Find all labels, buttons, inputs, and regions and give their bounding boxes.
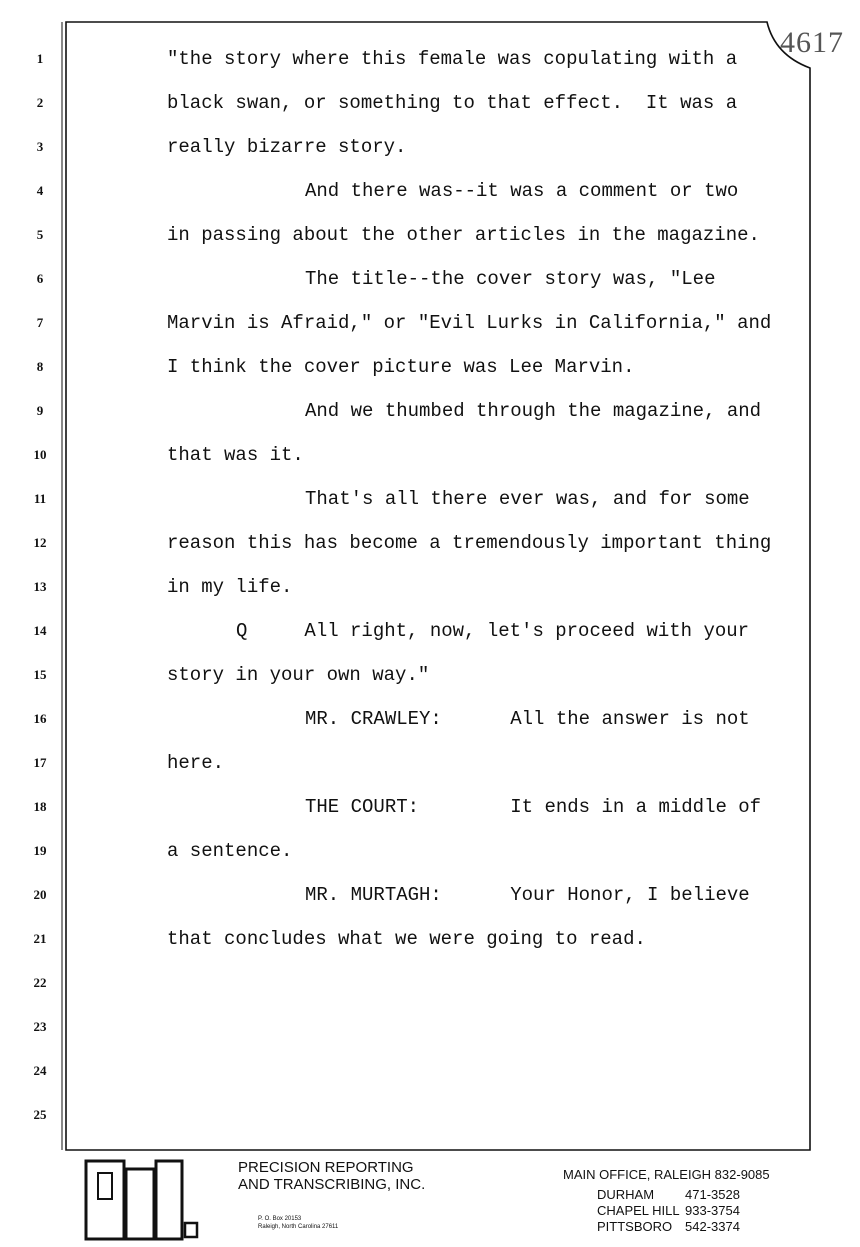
transcript-line: really bizarre story.	[167, 136, 407, 158]
page-number-stamp: 4617	[780, 26, 844, 59]
address-line-2: Raleigh, North Carolina 27611	[258, 1224, 339, 1230]
office-phone: 542-3374	[685, 1219, 740, 1234]
transcript-line: The title--the cover story was, "Lee	[305, 268, 716, 290]
transcript-line: in my life.	[167, 576, 293, 598]
transcript-line: story in your own way."	[167, 664, 430, 686]
line-number: 22	[33, 975, 47, 990]
office-phone: 933-3754	[685, 1203, 740, 1218]
company-line-2: AND TRANSCRIBING, INC.	[238, 1176, 426, 1193]
transcript-line: And there was--it was a comment or two	[305, 180, 739, 202]
transcript-line: a sentence.	[167, 840, 293, 862]
transcript-line: That's all there ever was, and for some	[305, 488, 750, 510]
line-number: 17	[33, 755, 47, 770]
office-phone: 471-3528	[685, 1187, 740, 1202]
line-number: 23	[33, 1019, 47, 1034]
office-city: CHAPEL HILL	[597, 1203, 680, 1218]
transcript-line: reason this has become a tremendously important thing	[167, 532, 772, 554]
transcript-line: here.	[167, 752, 225, 774]
transcript-line: Marvin is Afraid," or "Evil Lurks in California," and	[167, 312, 772, 334]
transcript-line: in passing about the other articles in the magazine.	[167, 224, 760, 246]
footer	[0, 1155, 860, 1247]
transcript-line: that was it.	[167, 444, 304, 466]
line-number: 21	[33, 931, 47, 946]
office-city: DURHAM	[597, 1187, 655, 1202]
line-number: 24	[33, 1063, 47, 1078]
company-logo	[84, 1159, 199, 1243]
transcript-line: MR. MURTAGH: Your Honor, I believe	[305, 884, 750, 906]
line-number: 12	[33, 535, 47, 550]
company-line-1: PRECISION REPORTING	[238, 1159, 414, 1176]
line-number: 13	[33, 579, 47, 594]
transcript-line: that concludes what we were going to read.	[167, 928, 646, 950]
line-number: 14	[33, 623, 47, 638]
line-number: 3	[36, 139, 44, 154]
line-number: 7	[36, 315, 44, 330]
line-number: 5	[36, 227, 44, 242]
transcript-line: Q All right, now, let's proceed with your	[236, 620, 750, 642]
line-number: 2	[36, 95, 44, 110]
transcript-line: THE COURT: It ends in a middle of	[305, 796, 762, 818]
line-number: 19	[33, 843, 47, 858]
line-number: 18	[33, 799, 47, 814]
line-number: 20	[33, 887, 47, 902]
line-number: 9	[36, 403, 44, 418]
office-city: PITTSBORO	[597, 1219, 673, 1234]
company-name	[238, 1159, 425, 1193]
line-number: 6	[36, 271, 44, 286]
line-number: 25	[33, 1107, 47, 1122]
line-number: 11	[33, 491, 47, 506]
line-number: 16	[33, 711, 47, 726]
transcript-line: "the story where this female was copulating with a	[167, 48, 738, 70]
company-address	[258, 1215, 338, 1231]
line-number: 15	[33, 667, 47, 682]
transcript-line: MR. CRAWLEY: All the answer is not	[305, 708, 750, 730]
transcript-line: black swan, or something to that effect. It was a	[167, 92, 738, 114]
address-line-1: P. O. Box 20153	[258, 1216, 302, 1222]
line-number: 8	[36, 359, 44, 374]
line-number: 1	[36, 51, 44, 66]
transcript-line: And we thumbed through the magazine, and	[305, 400, 762, 422]
transcript-line: I think the cover picture was Lee Marvin.	[167, 356, 635, 378]
line-number: 10	[33, 447, 47, 462]
main-office: MAIN OFFICE, RALEIGH 832-9085	[563, 1167, 770, 1182]
line-number: 4	[36, 183, 44, 198]
